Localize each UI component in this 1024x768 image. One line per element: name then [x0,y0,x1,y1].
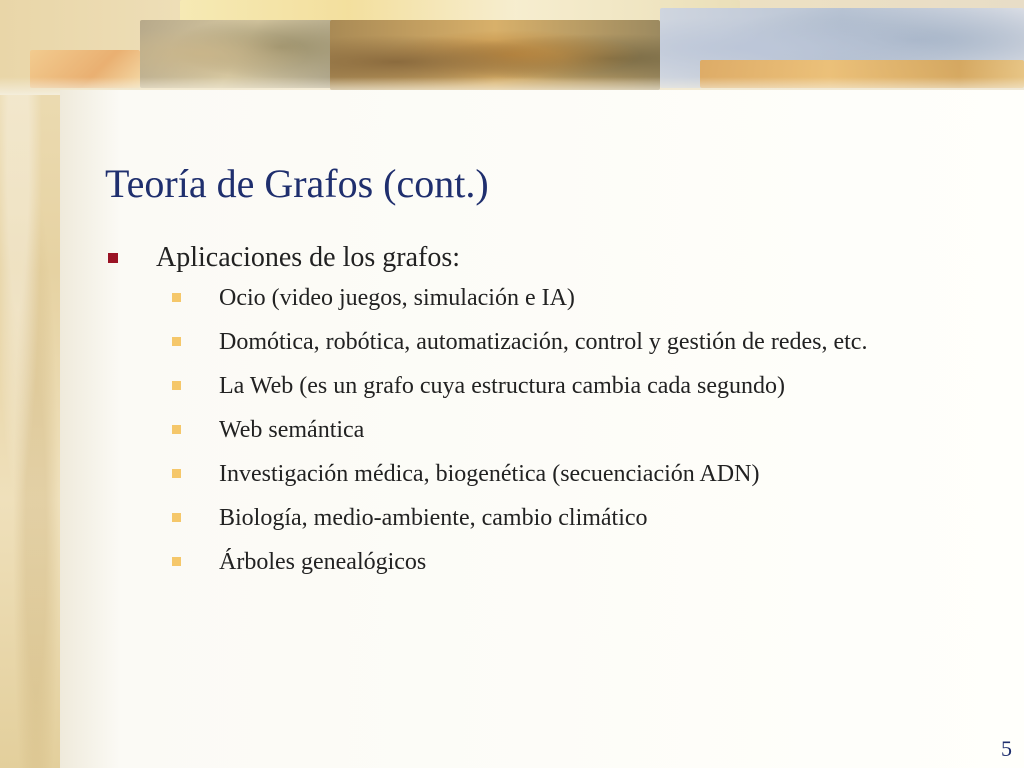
square-bullet-icon [108,253,118,263]
main-bullet-text: Aplicaciones de los grafos: [156,242,461,273]
sub-bullet [100,324,1020,360]
decorative-banner [0,0,1024,95]
square-bullet-icon [172,469,181,478]
square-bullet-icon [172,513,181,522]
page-number: 5 [1001,736,1012,761]
sub-bullet [100,280,1020,316]
sub-bullet [100,544,1020,580]
square-bullet-icon [172,425,181,434]
square-bullet-icon [172,557,181,566]
sub-bullet-list [100,280,1020,580]
slide-content [100,238,1020,588]
parchment-border [0,0,60,768]
square-bullet-icon [172,337,181,346]
sub-bullet-text: Ocio (video juegos, simulación e IA) [219,285,575,311]
slide-title: Teoría de Grafos (cont.) [105,161,489,206]
sub-bullet-text: La Web (es un grafo cuya estructura cambia cada segundo) [219,373,786,399]
sub-bullet [100,456,1020,492]
sub-bullet-text: Investigación médica, biogenética (secuenciación ADN) [219,461,760,487]
sub-bullet [100,412,1020,448]
main-bullet [100,238,1020,278]
square-bullet-icon [172,381,181,390]
sub-bullet-text: Web semántica [219,417,365,443]
sub-bullet-text: Árboles genealógicos [219,549,427,575]
sub-bullet [100,500,1020,536]
square-bullet-icon [172,293,181,302]
sub-bullet-text: Domótica, robótica, automatización, control y gestión de redes, etc. [219,329,868,355]
sub-bullet [100,368,1020,404]
sub-bullet-text: Biología, medio-ambiente, cambio climático [219,505,648,531]
